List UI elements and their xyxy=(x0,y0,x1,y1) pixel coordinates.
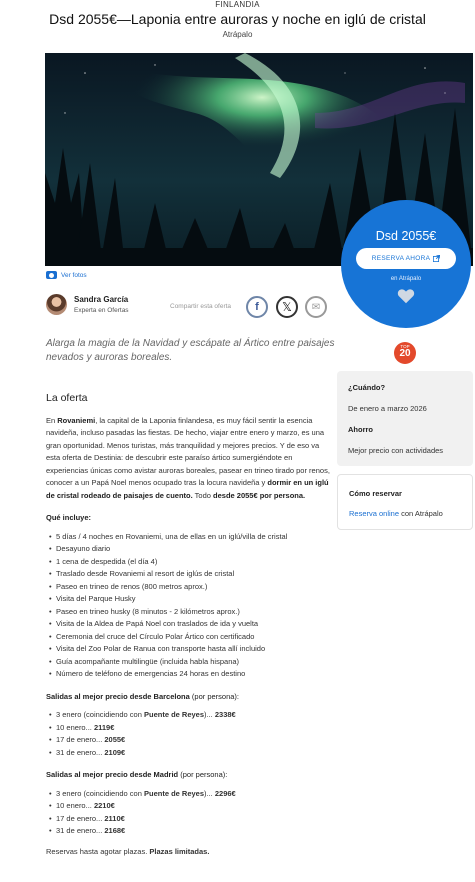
bcn-title xyxy=(46,691,331,704)
departure-post: )... xyxy=(204,710,215,719)
departure-pre: 17 de enero... xyxy=(56,813,105,823)
page-title: Dsd 2055€—Laponia entre auroras y noche en iglú de cristal xyxy=(49,11,426,27)
includes-item: • Paseo en trineo de renos (800 metros aprox.) xyxy=(49,581,331,594)
footnote xyxy=(46,846,331,859)
x-share-button[interactable] xyxy=(276,296,298,318)
includes-item: • Traslado desde Rovaniemi al resort de iglús de cristal xyxy=(49,568,331,581)
desc-bold: Rovaniemi xyxy=(57,415,96,425)
how-title: Cómo reservar xyxy=(349,489,402,498)
departure-item xyxy=(49,709,331,722)
departure-pre: 3 enero (coincidiendo con xyxy=(56,788,144,798)
includes-item: • Guía acompañante multilingüe (incluida habla hispana) xyxy=(49,656,331,669)
price-label: Dsd 2055€ xyxy=(375,229,437,243)
how-to-book-card xyxy=(337,474,473,530)
departure-price: 2055€ xyxy=(104,735,126,744)
footnote-text: Reservas hasta agotar plazas. xyxy=(46,846,150,856)
departure-item xyxy=(49,722,331,735)
desc-part: Todo xyxy=(192,490,214,500)
desc-bold: dormir en un iglú de cristal rodeado de paisajes de cuento. xyxy=(46,478,329,500)
facebook-share-button[interactable] xyxy=(246,296,268,318)
tagline: Alarga la magia de la Navidad y escápate al Ártico entre paisajes nevados y auroras boreales. xyxy=(46,338,335,363)
book-online-rest: con Atrápalo xyxy=(399,509,443,518)
top20-badge xyxy=(394,342,416,364)
when-card xyxy=(337,371,473,466)
book-online-link[interactable]: Reserva online xyxy=(349,509,400,518)
x-icon: 𝕏 xyxy=(282,300,292,314)
camera-icon xyxy=(46,271,57,279)
desc-bold: desde 2055€ por persona. xyxy=(213,490,306,500)
includes-item: • Paseo en trineo husky (8 minutos - 2 kilómetros aprox.) xyxy=(49,606,331,619)
departure-item xyxy=(49,813,331,826)
offer-title: La oferta xyxy=(46,392,88,404)
share-label: Compartir esta oferta xyxy=(170,303,232,310)
offer-description xyxy=(46,415,331,503)
departure-post: )... xyxy=(204,788,215,798)
departure-price: 2338€ xyxy=(214,710,236,719)
departure-pre: 3 enero (coincidiendo con xyxy=(56,710,144,719)
includes-item: • Ceremonia del cruce del Círculo Polar Ártico con certificado xyxy=(49,631,331,644)
departure-price: 2119€ xyxy=(93,722,115,732)
external-link-icon xyxy=(433,255,440,262)
departure-pre: 31 de enero... xyxy=(56,826,105,835)
departure-mid: Puente de Reyes xyxy=(143,710,205,719)
reserve-now-label: RESERVA AHORA xyxy=(371,255,431,262)
includes-item: • Visita del Parque Husky xyxy=(49,593,331,606)
departure-pre: 10 enero... xyxy=(56,801,94,810)
savings-title: Ahorro xyxy=(348,425,373,434)
mad-title xyxy=(46,769,331,782)
avatar xyxy=(46,294,67,315)
country-label: FINLANDIA xyxy=(215,0,260,9)
author-block xyxy=(46,294,129,315)
departure-pre: 31 de enero... xyxy=(56,747,105,757)
heart-icon[interactable] xyxy=(397,288,415,304)
view-photos-label: Ver fotos xyxy=(61,271,87,279)
departure-price: 2296€ xyxy=(214,788,236,798)
includes-item: • Desayuno diario xyxy=(49,543,331,556)
email-share-button[interactable] xyxy=(305,296,327,318)
provider-label: en Atrápalo xyxy=(390,276,422,282)
badge-number: 20 xyxy=(399,348,411,359)
includes-item: • Visita de la Aldea de Papá Noel con traslados de ida y vuelta xyxy=(49,618,331,631)
mad-title-rest: (por persona): xyxy=(178,770,228,779)
includes-title: Qué incluye: xyxy=(46,513,92,522)
departure-item xyxy=(49,800,331,813)
bcn-title-rest: (por persona): xyxy=(189,691,240,701)
barcelona-departures xyxy=(49,709,331,759)
includes-item: • Visita del Zoo Polar de Ranua con transporte hasta allí incluido xyxy=(49,643,331,656)
madrid-departures xyxy=(49,788,331,838)
source-label: Atrápalo xyxy=(222,30,253,39)
badge-top: TOP xyxy=(400,344,410,349)
departure-item xyxy=(49,747,331,760)
when-title: ¿Cuándo? xyxy=(348,383,386,392)
when-value: De enero a marzo 2026 xyxy=(348,404,427,413)
desc-part: En xyxy=(46,415,58,425)
includes-item: • Número de teléfono de emergencias 24 horas en destino xyxy=(49,668,331,681)
price-panel xyxy=(341,200,471,328)
departure-item xyxy=(49,825,331,838)
departure-price: 2168€ xyxy=(104,826,126,835)
includes-item: • 5 días / 4 noches en Rovaniemi, una de ellas en un iglú/villa de cristal xyxy=(49,531,331,544)
departure-mid: Puente de Reyes xyxy=(143,788,205,798)
includes-item: • 1 cena de despedida (el día 4) xyxy=(49,556,331,569)
desc-part: , la capital de la Laponia finlandesa, es muy fácil sentir la esencia navideña, incluso pasadas las fiestas. De hecho, viajar entre enero y marzo, es una gran oportunidad. Menos turistas, más tranquilidad y mejores precios. Y de eso va esta oferta de Destinia: de descubrir este paraíso ártico sumergiéndote en experiencias únicas como avistar auroras boreales, pasear en trineo tirado por renos, conocer a un Papá Noel menos ocupado tras la locura navideña y xyxy=(46,415,330,487)
footnote-bold: Plazas limitadas. xyxy=(149,846,210,856)
author-role: Experta en Ofertas xyxy=(74,307,129,314)
facebook-icon: f xyxy=(255,301,259,313)
departure-price: 2109€ xyxy=(104,747,126,757)
author-name: Sandra García xyxy=(74,295,129,304)
includes-list xyxy=(49,531,331,681)
savings-value: Mejor precio con actividades xyxy=(348,446,444,455)
mail-icon: ✉ xyxy=(311,301,321,313)
departure-pre: 17 de enero... xyxy=(56,735,105,744)
departure-price: 2210€ xyxy=(93,801,115,810)
departure-pre: 10 enero... xyxy=(56,722,94,732)
bcn-title-bold: Salidas al mejor precio desde Barcelona xyxy=(46,691,190,701)
offer-section xyxy=(46,392,331,858)
departure-item xyxy=(49,734,331,747)
reserve-now-button[interactable] xyxy=(356,248,456,269)
departure-price: 2110€ xyxy=(104,813,125,823)
view-photos-link[interactable] xyxy=(46,271,87,279)
mad-title-bold: Salidas al mejor precio desde Madrid xyxy=(46,770,179,779)
departure-item xyxy=(49,788,331,801)
